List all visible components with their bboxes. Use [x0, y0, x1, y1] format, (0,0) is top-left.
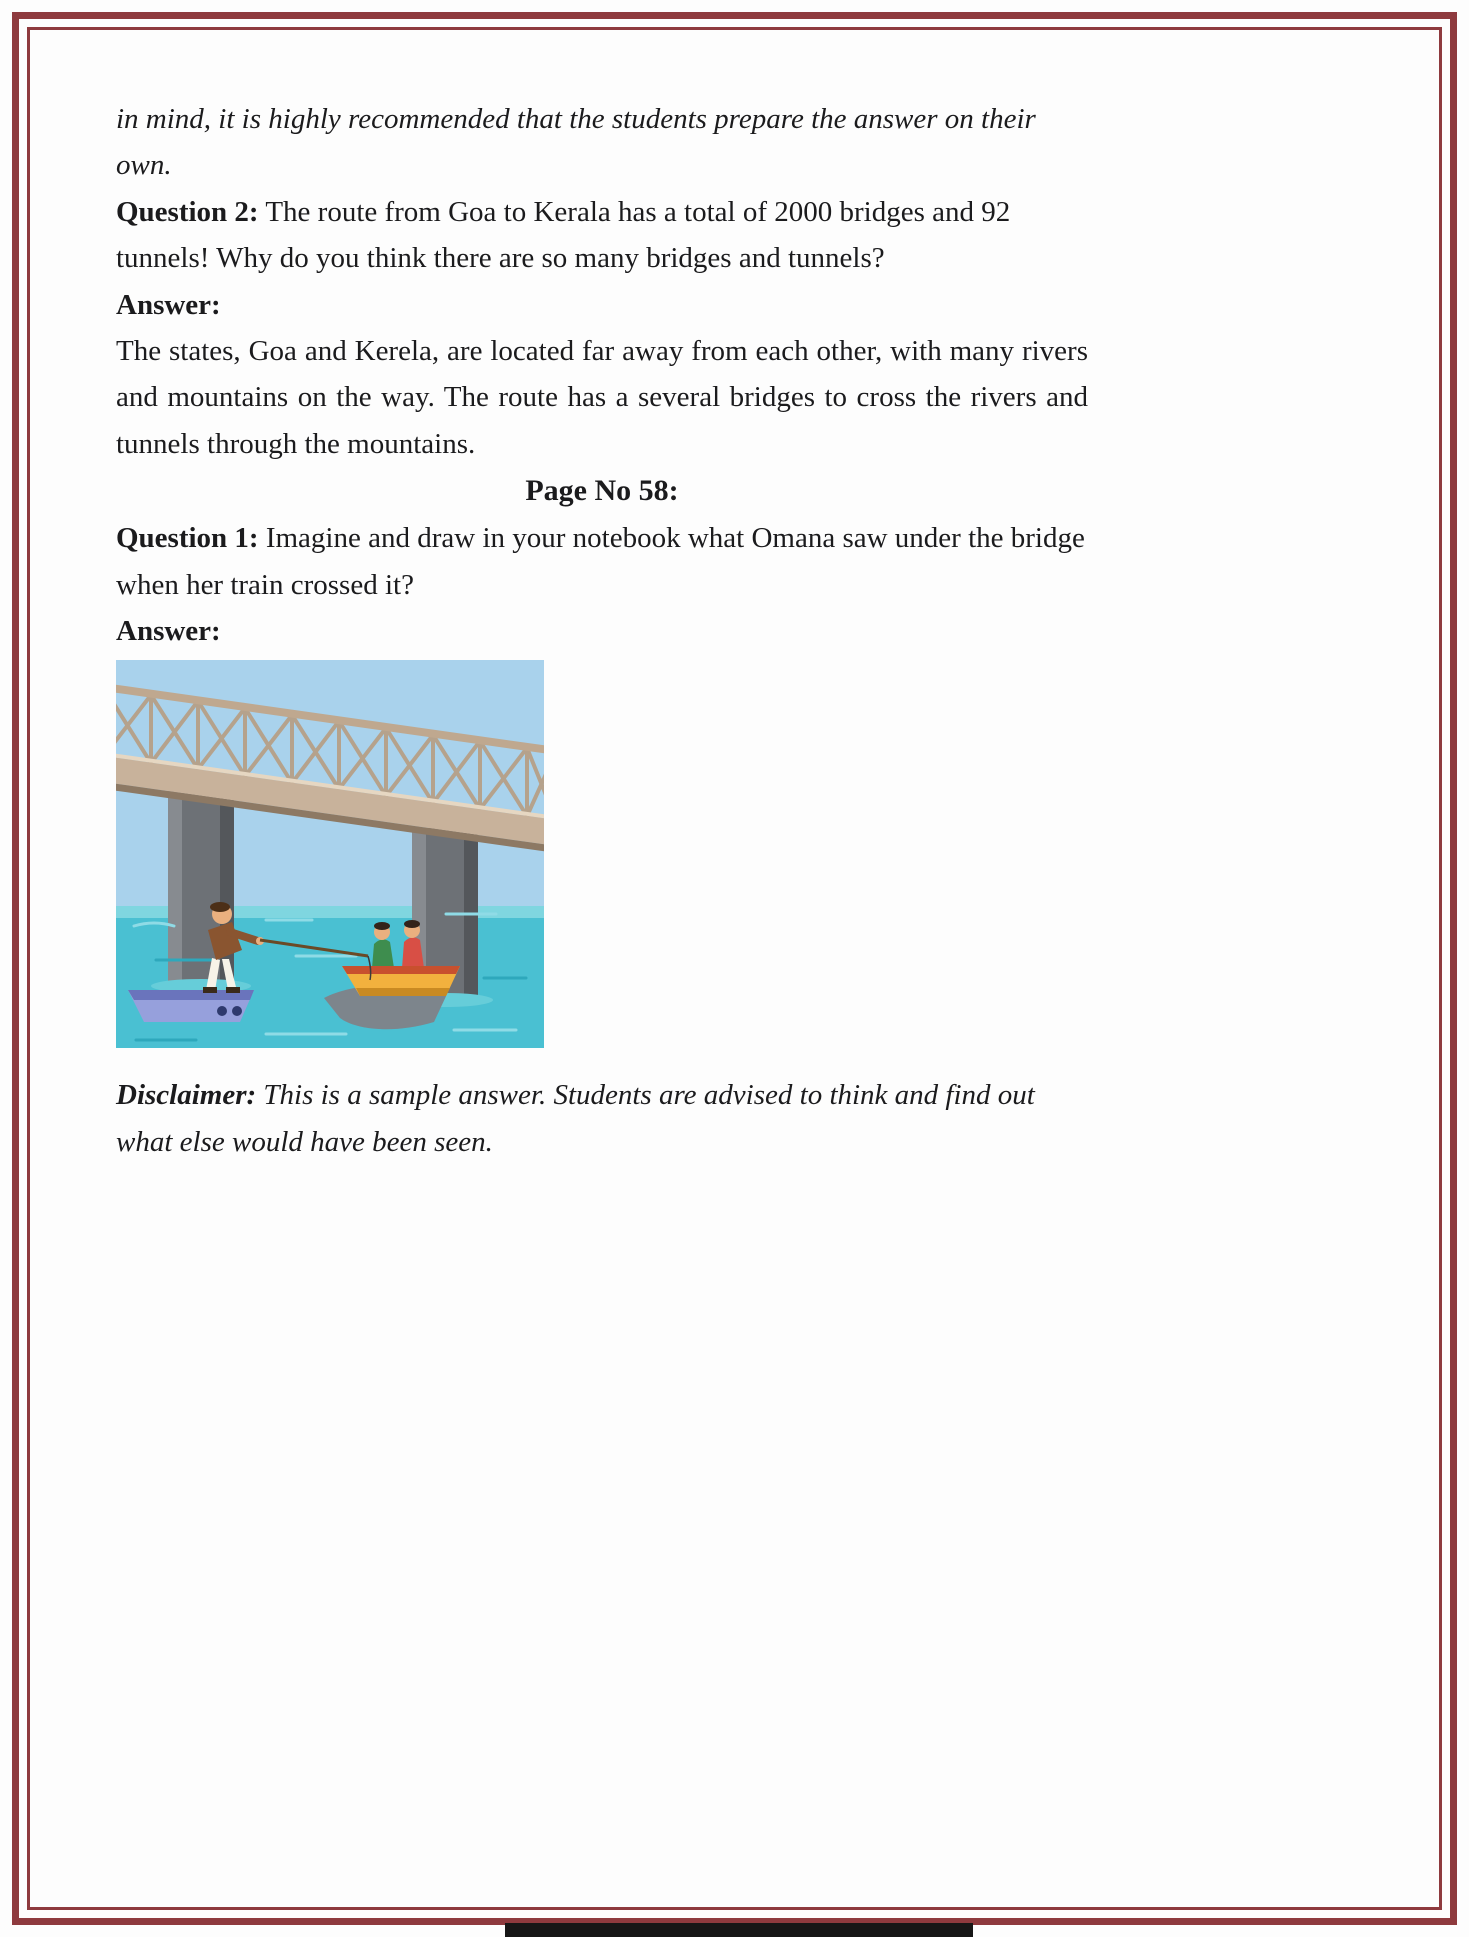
- document-content: [116, 96, 1088, 1165]
- question-1-text: Imagine and draw in your notebook what Omana saw under the bridge when her train crossed it?: [116, 522, 1085, 601]
- disclaimer-label: Disclaimer:: [116, 1079, 257, 1112]
- answer-label-1: Answer:: [116, 288, 221, 321]
- bridge-illustration: [116, 660, 544, 1048]
- boat-left: [128, 990, 254, 1022]
- intro-note: in mind, it is highly recommended that the students prepare the answer on their own.: [116, 103, 1036, 182]
- question-1-label: Question 1:: [116, 522, 259, 555]
- question-2-answer: The states, Goa and Kerela, are located far away from each other, with many rivers and mountains on the way. The route has a several bridges to cross the rivers and tunnels through the mountains.: [116, 334, 1088, 460]
- question-2: [116, 189, 1088, 282]
- scan-artifact-bar: [505, 1923, 973, 1937]
- page-heading: Page No 58:: [525, 474, 679, 508]
- question-2-text: The route from Goa to Kerala has a total of 2000 bridges and 92 tunnels! Why do you think there are so many bridges and tunnels?: [116, 195, 1011, 275]
- question-1: [116, 515, 1088, 608]
- disclaimer: [116, 1072, 1088, 1165]
- disclaimer-text: This is a sample answer. Students are advised to think and find out what else would have been seen.: [116, 1079, 1035, 1158]
- answer-label-2: Answer:: [116, 614, 221, 647]
- boat-right: [342, 966, 460, 996]
- question-2-label: Question 2:: [116, 195, 259, 228]
